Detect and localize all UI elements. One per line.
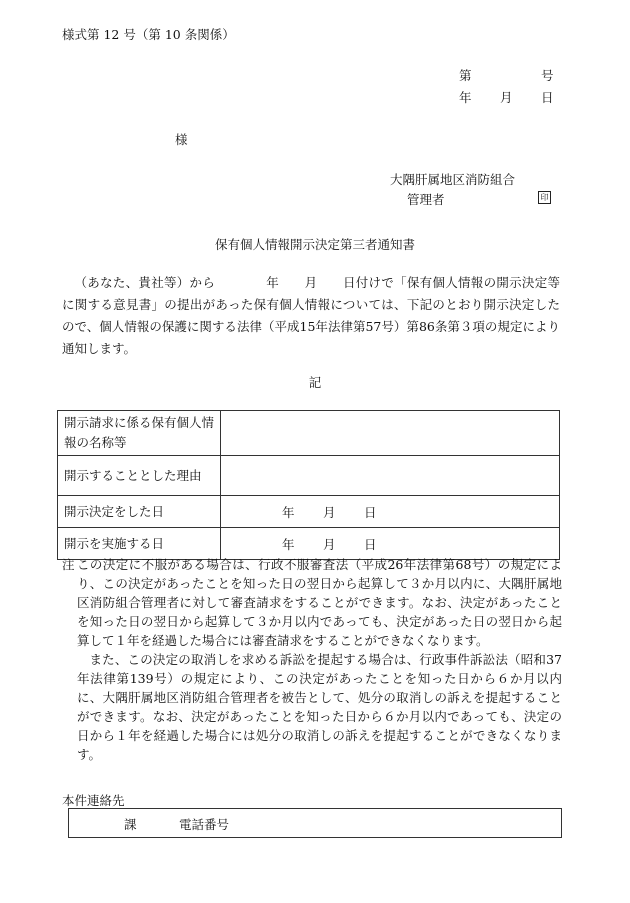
sender-role: 管理者 bbox=[407, 192, 445, 207]
decision-date-year: 年 bbox=[282, 504, 295, 520]
note-mark: 注 bbox=[62, 557, 75, 572]
row-label-implementation-date: 開示を実施する日 bbox=[58, 528, 221, 560]
note-section bbox=[62, 555, 562, 764]
doc-date-year: 年 bbox=[459, 90, 472, 105]
doc-number-prefix: 第 bbox=[459, 68, 472, 83]
row-label-decision-date: 開示決定をした日 bbox=[58, 496, 221, 528]
sender-organization: 大隅肝属地区消防組合 bbox=[390, 172, 516, 187]
form-number: 様式第 12 号（第 10 条関係） bbox=[62, 27, 235, 42]
table-row bbox=[58, 456, 560, 496]
contact-phone-label: 電話番号 bbox=[179, 817, 230, 832]
body-text: （あなた、貴社等）から 年 月 日付けで「保有個人情報の開示決定等に関する意見書」の提出があった保有個人情報については、下記のとおり開示決定したので、個人情報の保護に関する法律（平成15年法律第57号）第86条第３項の規定により通知します。 bbox=[62, 275, 560, 356]
contact-label: 本件連絡先 bbox=[62, 793, 125, 808]
decision-date-day: 日 bbox=[364, 504, 377, 520]
row-value-reason bbox=[221, 456, 560, 496]
table-row bbox=[58, 496, 560, 528]
note-paragraph-2: また、この決定の取消しを求める訴訟を提起する場合は、行政事件訴訟法（昭和37年法律第139号）の規定により、この決定があったことを知った日から６か月以内に、大隅肝属地区消防組合管理者を被告として、処分の取消しの訴えを提起することができます。なお、決定があったことを知った日から６か月以内であっても、決定の日から１年を経過した場合には処分の取消しの訴えを提起することができなくなります。 bbox=[77, 652, 562, 762]
addressee-suffix: 様 bbox=[175, 132, 188, 147]
row-value-decision-date bbox=[221, 496, 560, 528]
decision-date-month: 月 bbox=[323, 504, 336, 520]
table-row bbox=[58, 411, 560, 456]
body-paragraph bbox=[62, 272, 560, 360]
row-value-info-name bbox=[221, 411, 560, 456]
contact-section-suffix: 課 bbox=[124, 817, 137, 832]
row-label-info-name: 開示請求に係る保有個人情報の名称等 bbox=[58, 411, 221, 456]
row-label-reason: 開示することとした理由 bbox=[58, 456, 221, 496]
document-title: 保有個人情報開示決定第三者通知書 bbox=[214, 237, 415, 252]
contact-box bbox=[68, 808, 562, 838]
disclosure-info-table bbox=[57, 410, 560, 560]
doc-date-day: 日 bbox=[541, 90, 554, 105]
implementation-date-day: 日 bbox=[364, 536, 377, 552]
seal-mark: 印 bbox=[538, 191, 551, 204]
note-paragraph-1: この決定に不服がある場合は、行政不服審査法（平成26年法律第68号）の規定により、この決定があったことを知った日の翌日から起算して３か月以内に、大隅肝属地区消防組合管理者に対して審査請求をすることができます。なお、決定があったことを知った日の翌日から起算して３か月以内であっても、決定があった日の翌日から起算して１年を経過した場合には審査請求をすることができなくなります。 bbox=[77, 557, 562, 648]
doc-number-suffix: 号 bbox=[541, 68, 554, 83]
implementation-date-month: 月 bbox=[323, 536, 336, 552]
implementation-date-year: 年 bbox=[282, 536, 295, 552]
ki-heading: 記 bbox=[308, 375, 322, 390]
doc-date-month: 月 bbox=[500, 90, 513, 105]
